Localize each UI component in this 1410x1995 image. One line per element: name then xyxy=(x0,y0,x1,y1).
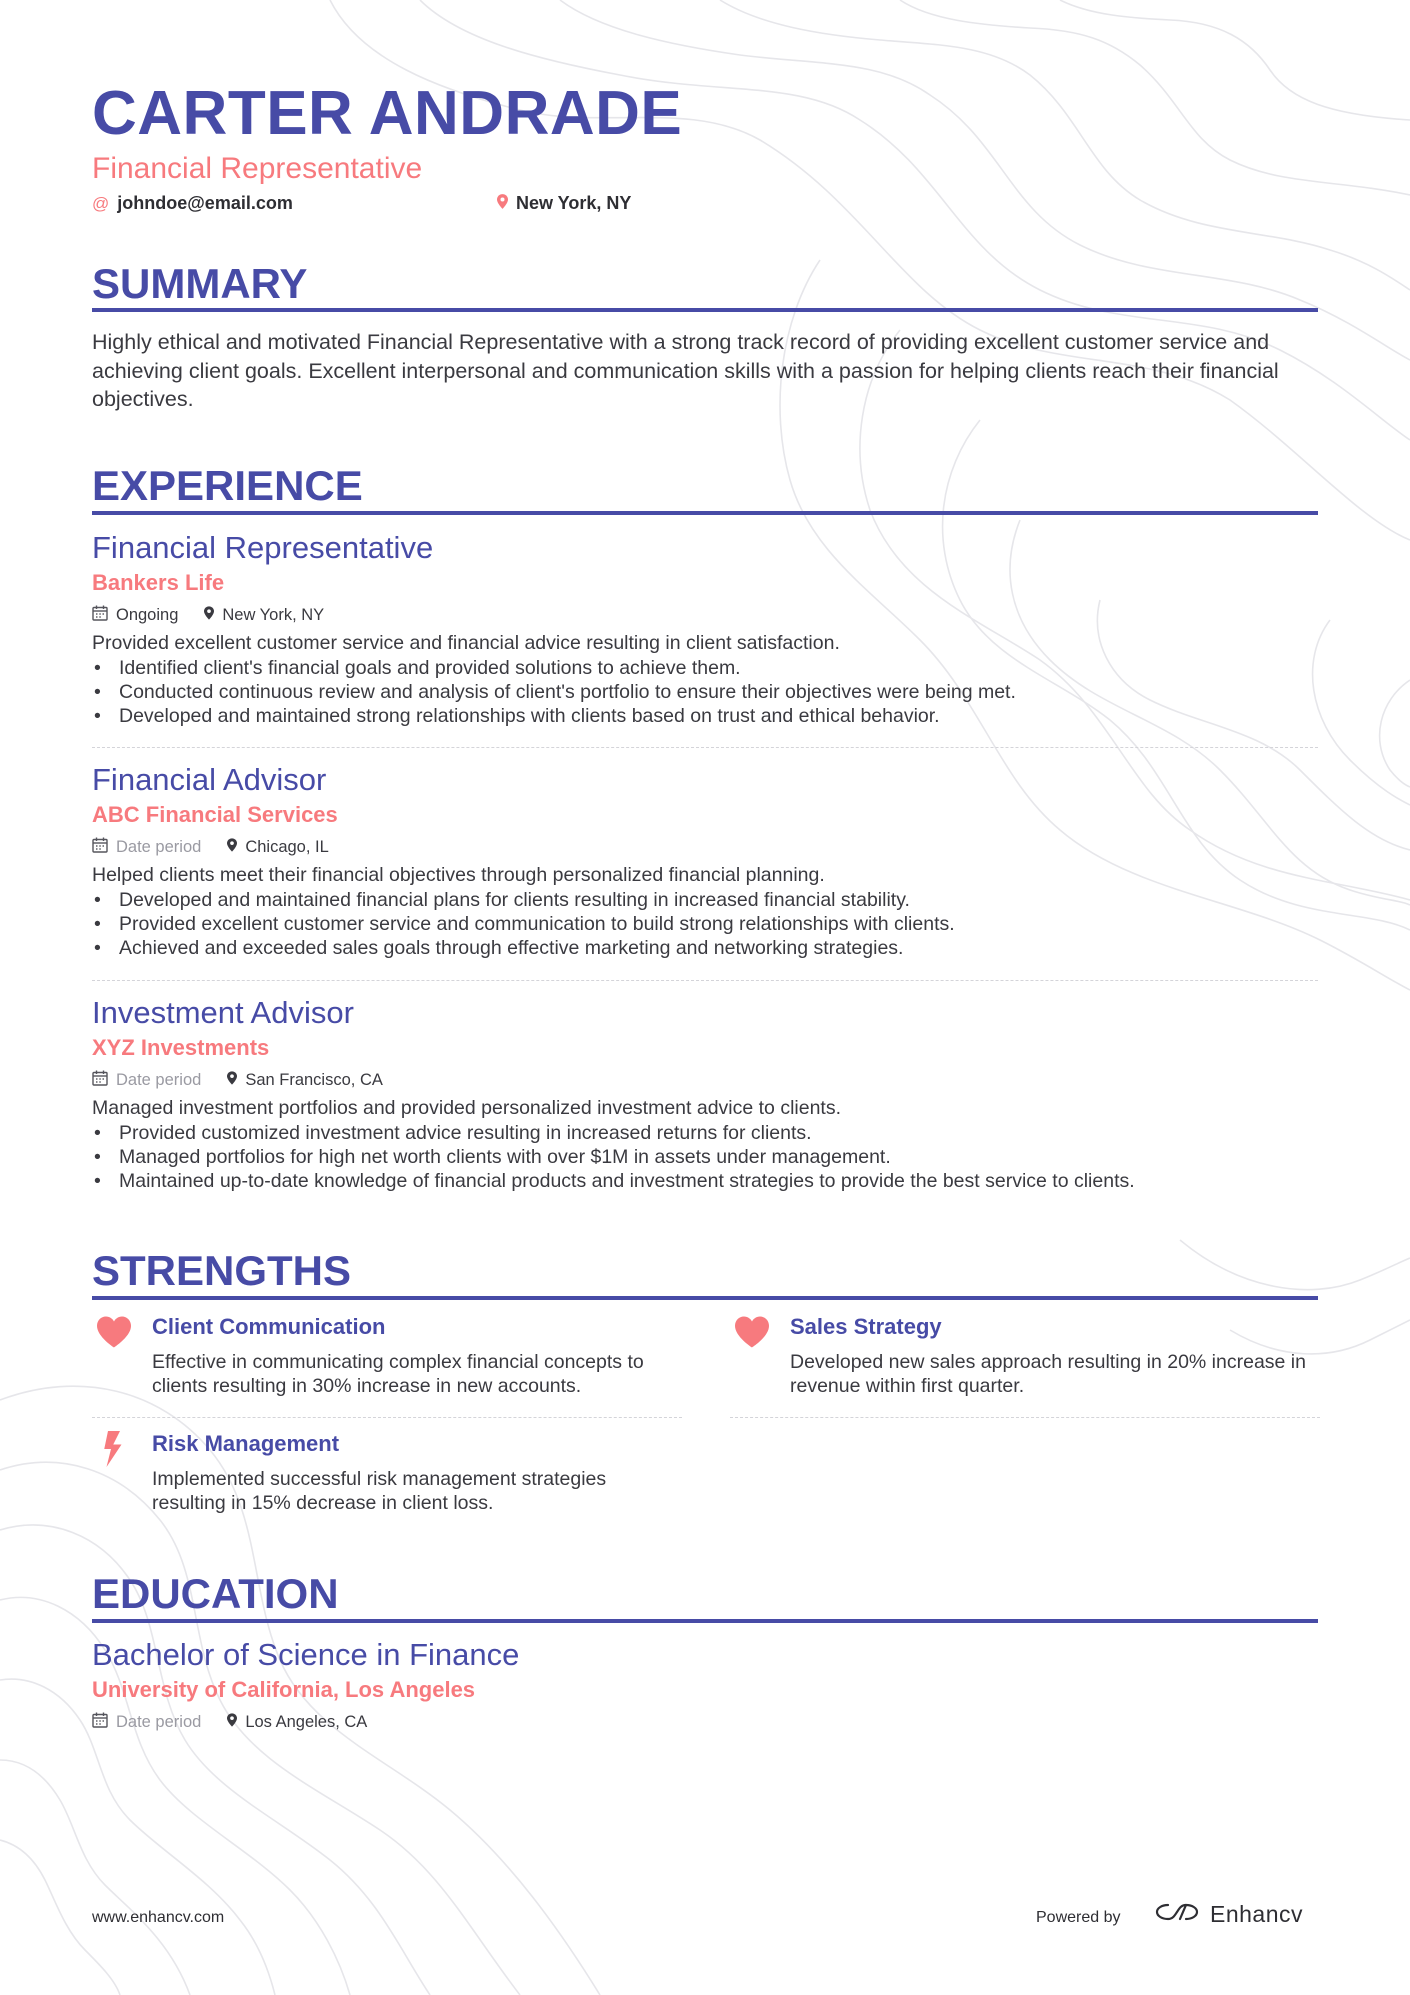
job-date xyxy=(92,1070,201,1091)
job-location xyxy=(204,606,324,625)
calendar-icon xyxy=(92,1712,108,1733)
summary-heading: SUMMARY xyxy=(92,260,308,307)
education-date xyxy=(92,1712,201,1733)
experience-heading: EXPERIENCE xyxy=(92,462,363,509)
job-company: Bankers Life xyxy=(92,570,225,595)
job-company: ABC Financial Services xyxy=(92,802,338,827)
education-divider xyxy=(92,1619,1318,1623)
job-location xyxy=(227,1071,383,1090)
enhancv-brand-text: Enhancv xyxy=(1210,1901,1304,1927)
education-heading: EDUCATION xyxy=(92,1570,339,1617)
job-date xyxy=(92,605,178,626)
strength-description: Effective in communicating complex financial concepts to clients resulting in 30% increase in new accounts. xyxy=(152,1351,644,1397)
location-pin-icon xyxy=(497,193,508,214)
degree-title: Bachelor of Science in Finance xyxy=(92,1637,520,1672)
job-bullet: • Developed and maintained strong relationships with clients based on trust and ethical behavior. xyxy=(92,704,1318,728)
experience-separator xyxy=(92,980,1318,981)
school-name: University of California, Los Angeles xyxy=(92,1677,476,1702)
job-title: Financial Advisor xyxy=(92,762,327,797)
calendar-icon xyxy=(92,837,108,858)
at-sign-icon: @ xyxy=(92,193,110,213)
location-pin-icon xyxy=(227,1071,237,1090)
experience-divider xyxy=(92,511,1318,515)
contact-location xyxy=(497,193,631,214)
job-company: XYZ Investments xyxy=(92,1035,270,1060)
job-bullet: • Provided excellent customer service and communication to build strong relationships with clients. xyxy=(92,912,1318,936)
heart-icon xyxy=(92,1312,136,1352)
footer-url-link[interactable]: www.enhancv.com xyxy=(92,1909,225,1926)
calendar-icon xyxy=(92,1070,108,1091)
strength-separator xyxy=(730,1417,1320,1418)
location-pin-icon xyxy=(227,1713,237,1732)
summary-divider xyxy=(92,308,1318,312)
experience-separator xyxy=(92,747,1318,748)
job-date-text: Date period xyxy=(116,1070,202,1089)
powered-by-text: Powered by xyxy=(1036,1909,1121,1926)
location-text: New York, NY xyxy=(516,193,632,213)
job-location xyxy=(227,838,328,857)
strength-description: Implemented successful risk management strategies resulting in 15% decrease in client loss. xyxy=(152,1468,607,1514)
job-meta xyxy=(92,1065,1318,1095)
lightning-icon xyxy=(92,1429,136,1469)
experience-item xyxy=(92,995,1318,1193)
strengths-heading: STRENGTHS xyxy=(92,1247,352,1294)
location-pin-icon xyxy=(227,838,237,857)
summary-text: Highly ethical and motivated Financial Representative with a strong track record of providing excellent customer service and achieving client goals. Excellent interpersonal and communication skills with a passion for helping clients reach their financial objectives. xyxy=(92,330,1279,411)
job-bullet: • Maintained up-to-date knowledge of financial products and investment strategies to provide the best service to clients. xyxy=(92,1169,1318,1193)
contact-email[interactable] xyxy=(92,193,293,214)
candidate-name: CARTER ANDRADE xyxy=(92,79,683,148)
job-meta xyxy=(92,832,1318,862)
enhancv-logo-icon xyxy=(1154,1900,1200,1929)
calendar-icon xyxy=(92,605,108,626)
job-bullet: • Achieved and exceeded sales goals through effective marketing and networking strategies. xyxy=(92,936,1318,960)
education-item xyxy=(92,1637,1318,1737)
job-date-text: Ongoing xyxy=(116,605,179,624)
heart-icon xyxy=(730,1312,774,1352)
job-description: Helped clients meet their financial objectives through personalized financial planning. xyxy=(92,864,825,886)
experience-item xyxy=(92,530,1318,728)
job-location-text: San Francisco, CA xyxy=(245,1070,383,1089)
strength-description: Developed new sales approach resulting in 20% increase in revenue within first quarter. xyxy=(790,1351,1306,1397)
job-date xyxy=(92,837,201,858)
job-date-text: Date period xyxy=(116,837,202,856)
education-date-text: Date period xyxy=(116,1712,202,1731)
education-meta xyxy=(92,1707,1318,1737)
job-description: Managed investment portfolios and provided personalized investment advice to clients. xyxy=(92,1097,842,1119)
strengths-divider xyxy=(92,1296,1318,1300)
job-bullet: • Developed and maintained financial plans for clients resulting in increased financial stability. xyxy=(92,888,1318,912)
strength-title: Sales Strategy xyxy=(790,1314,942,1339)
experience-item xyxy=(92,762,1318,960)
job-location-text: New York, NY xyxy=(222,605,325,624)
education-location xyxy=(227,1713,367,1732)
job-bullet: • Managed portfolios for high net worth clients with over $1M in assets under management. xyxy=(92,1145,1318,1169)
email-text: johndoe@email.com xyxy=(117,193,293,213)
enhancv-logo[interactable] xyxy=(1154,1900,1303,1929)
job-bullets xyxy=(92,1121,1318,1193)
job-bullets xyxy=(92,888,1318,960)
location-pin-icon xyxy=(204,606,214,625)
strength-title: Risk Management xyxy=(152,1431,340,1456)
strength-title: Client Communication xyxy=(152,1314,386,1339)
job-bullet: • Conducted continuous review and analysis of client's portfolio to ensure their objectives were being met. xyxy=(92,680,1318,704)
job-title: Financial Representative xyxy=(92,530,434,565)
job-bullet: • Identified client's financial goals and provided solutions to achieve them. xyxy=(92,656,1318,680)
job-description: Provided excellent customer service and financial advice resulting in client satisfaction. xyxy=(92,632,840,654)
education-location-text: Los Angeles, CA xyxy=(245,1712,368,1731)
job-bullet: • Provided customized investment advice resulting in increased returns for clients. xyxy=(92,1121,1318,1145)
job-title: Investment Advisor xyxy=(92,995,354,1030)
candidate-role: Financial Representative xyxy=(92,152,423,185)
job-bullets xyxy=(92,656,1318,728)
job-location-text: Chicago, IL xyxy=(245,837,329,856)
job-meta xyxy=(92,600,1318,630)
strength-separator xyxy=(92,1417,682,1418)
